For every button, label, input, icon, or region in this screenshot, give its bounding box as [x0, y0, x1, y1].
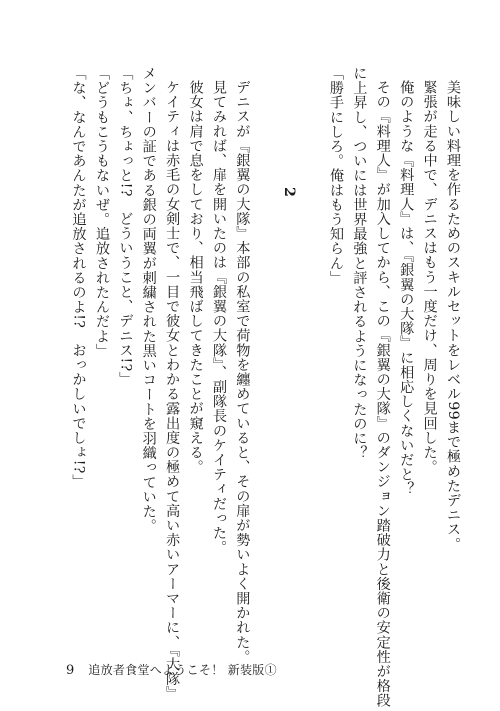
page-footer [66, 661, 277, 678]
text-line: 美味しい料理を作るためのスキルセットをレベル99まで極めたデニス。 [445, 80, 461, 552]
page-number: 9 [66, 663, 75, 678]
text-line: 俺のような『料理人』は、『銀翼の大隊』に相応しくないだと？ [398, 80, 415, 497]
text-line: デニスが『銀翼の大隊』本部の私室で荷物を纏めていると、その扉が勢いよく開かれた。 [234, 80, 251, 665]
text-line: に上昇し、ついには世界最強と評されるようになったのに？ [351, 66, 368, 461]
section-heading: 2 [281, 186, 298, 197]
text-line: 「勝手にしろ。俺はもう知らん」 [327, 66, 344, 285]
text-line: 「な、なんであんたが追放されるのよ!? おっかしいでしょ!?」 [70, 66, 87, 489]
text-line: ケイティは赤毛の女剣士で、一目で彼女とわかる露出度の極めて高い赤いアーマーに、『大隊』 [164, 80, 181, 701]
text-line: 見てみれば、扉を開いたのは『銀翼の大隊』、副隊長のケイティだった。 [210, 80, 227, 555]
text-line: その『料理人』が加入してから、この『銀翼の大隊』のダンジョン踏破力と後衛の安定性が格段 [374, 80, 391, 708]
blank-line [300, 66, 323, 596]
blank-line [253, 66, 276, 596]
running-title: 追放者食堂へようこそ！ 新装版① [88, 663, 277, 677]
text-line: 彼女は肩で息をしており、相当飛ばしてきたことが窺える。 [187, 80, 204, 475]
text-line: メンバーの証である銀の両翼が刺繍された黒いコートを羽織っていた。 [140, 66, 157, 534]
text-line: 「ちょ、ちょっと!? どういうこと、デニス!?」 [117, 66, 134, 387]
text-line: 緊張が走る中で、デニスはもう一度だけ、周りを見回した。 [421, 80, 438, 475]
text-line: 「どうもこうもないぜ。追放されたんだよ」 [93, 66, 110, 358]
